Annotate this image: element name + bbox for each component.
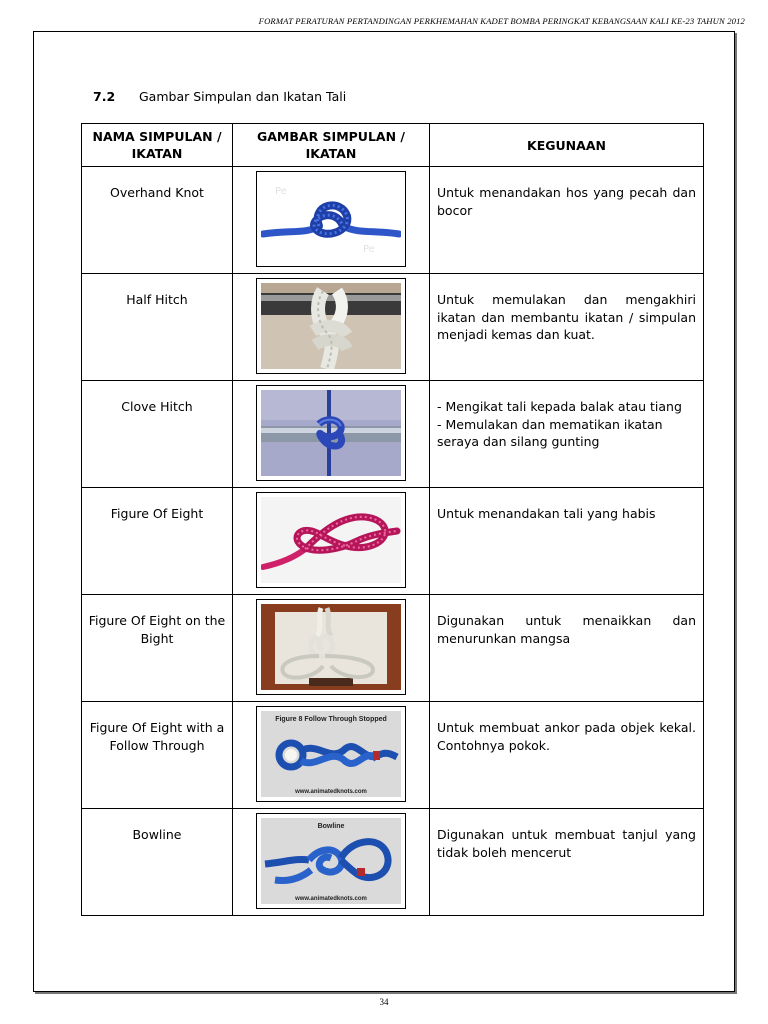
column-header-name: NAMA SIMPULAN / IKATAN — [82, 124, 233, 167]
table-row — [82, 381, 704, 488]
table-row — [82, 702, 704, 809]
knot-name: Figure Of Eight with a Follow Through — [82, 702, 233, 809]
knot-use: Untuk memulakan dan mengakhiri ikatan dan membantu ikatan / simpulan menjadi kemas dan kuat. — [430, 274, 704, 381]
section-heading — [93, 89, 346, 104]
figure-eight-follow-through-photo — [256, 706, 406, 802]
knot-name: Overhand Knot — [82, 167, 233, 274]
knots-table — [81, 123, 704, 916]
figure-of-eight-photo — [256, 492, 406, 588]
knot-use-line: - Mengikat tali kepada balak atau tiang — [437, 399, 682, 414]
table-row — [82, 809, 704, 916]
half-hitch-photo — [256, 278, 406, 374]
table-row — [82, 595, 704, 702]
knot-use: Untuk menandakan tali yang habis — [430, 488, 704, 595]
knot-use: Untuk menandakan hos yang pecah dan bocor — [430, 167, 704, 274]
picture-caption: Bowline — [317, 823, 345, 830]
overhand-knot-photo — [256, 171, 406, 267]
knot-name: Figure Of Eight on the Bight — [82, 595, 233, 702]
svg-text:Pe: Pe — [275, 186, 287, 197]
clove-hitch-photo — [256, 385, 406, 481]
knot-name: Bowline — [82, 809, 233, 916]
knot-name: Clove Hitch — [82, 381, 233, 488]
column-header-picture: GAMBAR SIMPULAN / IKATAN — [233, 124, 430, 167]
knot-use — [430, 381, 704, 488]
table-row — [82, 488, 704, 595]
knot-use: Untuk membuat ankor pada objek kekal. Contohnya pokok. — [430, 702, 704, 809]
knot-use-line: - Memulakan dan mematikan ikatan seraya dan silang gunting — [437, 416, 663, 449]
page-number: 34 — [379, 997, 389, 1007]
table-header-row — [82, 124, 704, 167]
knot-use: Digunakan untuk menaikkan dan menurunkan mangsa — [430, 595, 704, 702]
picture-caption: Figure 8 Follow Through Stopped — [275, 716, 387, 723]
picture-credit: www.animatedknots.com — [295, 789, 367, 795]
table-row — [82, 274, 704, 381]
section-number: 7.2 — [93, 89, 116, 104]
svg-text:Pe: Pe — [363, 244, 375, 255]
section-title: Gambar Simpulan dan Ikatan Tali — [139, 89, 347, 104]
knot-name: Half Hitch — [82, 274, 233, 381]
bowline-photo — [256, 813, 406, 909]
column-header-use: KEGUNAAN — [430, 124, 704, 167]
picture-credit: www.animatedknots.com — [295, 896, 367, 902]
knot-name: Figure Of Eight — [82, 488, 233, 595]
knot-use: Digunakan untuk membuat tanjul yang tidak boleh mencerut — [430, 809, 704, 916]
running-header: FORMAT PERATURAN PERTANDINGAN PERKHEMAHAN KADET BOMBA PERINGKAT KEBANGSAAN KALI KE-23 TAHUN 2012 — [258, 16, 745, 26]
figure-of-eight-bight-photo — [256, 599, 406, 695]
table-row — [82, 167, 704, 274]
